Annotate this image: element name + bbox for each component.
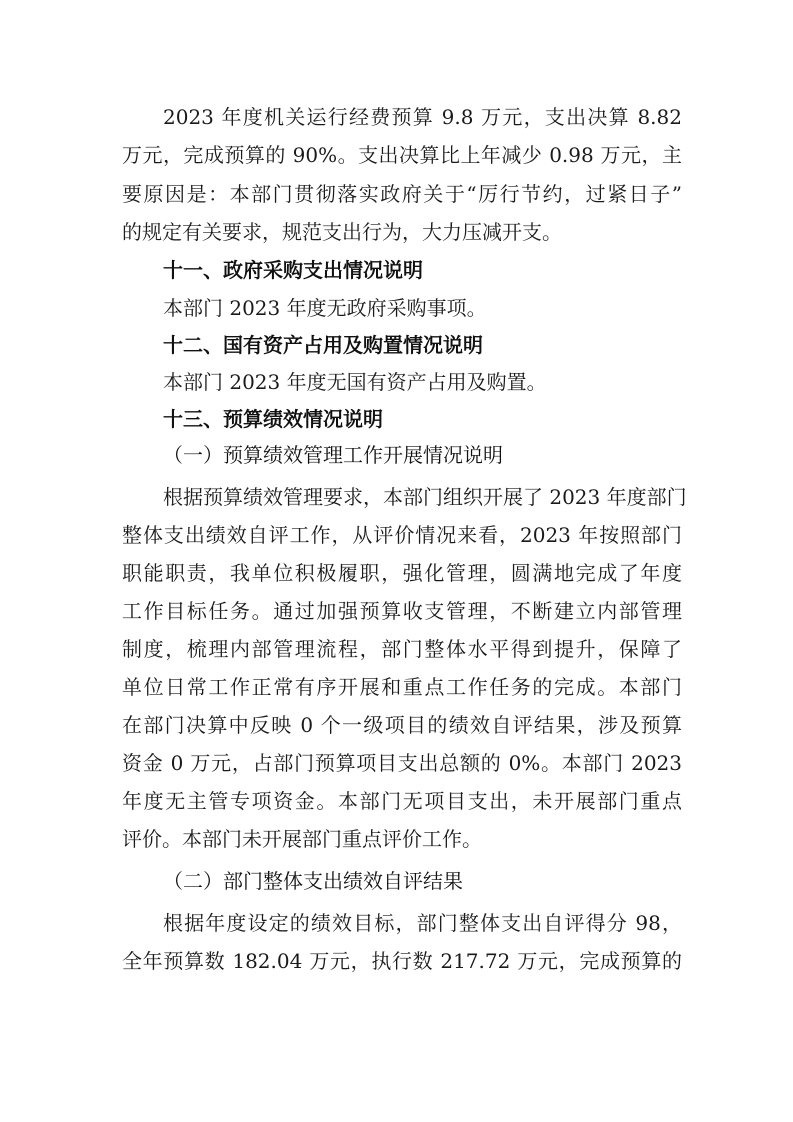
- subsection-heading: （二）部门整体支出绩效自评结果: [163, 869, 463, 893]
- paragraph-line: 在部门决算中反映 0 个一级项目的绩效自评结果，涉及预算: [122, 713, 682, 737]
- section-heading: 十二、国有资产占用及购置情况说明: [163, 333, 483, 357]
- paragraph-line: 全年预算数 182.04 万元，执行数 217.72 万元，完成预算的: [122, 949, 682, 973]
- paragraph-line: 资金 0 万元，占部门预算项目支出总额的 0%。本部门 2023: [122, 751, 682, 775]
- paragraph-line: 单位日常工作正常有序开展和重点工作任务的完成。本部门: [122, 675, 682, 699]
- subsection-heading: （一）预算绩效管理工作开展情况说明: [163, 443, 503, 467]
- paragraph-line: 职能职责，我单位积极履职，强化管理，圆满地完成了年度: [122, 561, 682, 585]
- paragraph-line: 工作目标任务。通过加强预算收支管理，不断建立内部管理: [122, 599, 682, 623]
- paragraph-line: 根据年度设定的绩效目标，部门整体支出自评得分 98，: [163, 911, 682, 935]
- paragraph-line: 万元，完成预算的 90%。支出决算比上年减少 0.98 万元，主: [122, 143, 682, 167]
- paragraph-line: 要原因是：本部门贯彻落实政府关于“厉行节约，过紧日子”: [122, 182, 682, 206]
- section-text: 本部门 2023 年度无政府采购事项。: [163, 296, 487, 320]
- paragraph-line: 根据预算绩效管理要求，本部门组织开展了 2023 年度部门: [163, 485, 687, 509]
- paragraph-line: 2023 年度机关运行经费预算 9.8 万元，支出决算 8.82: [163, 105, 682, 129]
- paragraph-line: 整体支出绩效自评工作，从评价情况来看，2023 年按照部门: [122, 523, 682, 547]
- paragraph-line: 制度，梳理内部管理流程，部门整体水平得到提升，保障了: [122, 637, 682, 661]
- section-heading: 十一、政府采购支出情况说明: [163, 258, 423, 282]
- paragraph-line: 的规定有关要求，规范支出行为，大力压减开支。: [122, 220, 562, 244]
- section-heading: 十三、预算绩效情况说明: [163, 407, 383, 431]
- paragraph-line: 年度无主管专项资金。本部门无项目支出，未开展部门重点: [122, 789, 682, 813]
- paragraph-line: 评价。本部门未开展部门重点评价工作。: [122, 827, 482, 851]
- section-text: 本部门 2023 年度无国有资产占用及购置。: [163, 370, 547, 394]
